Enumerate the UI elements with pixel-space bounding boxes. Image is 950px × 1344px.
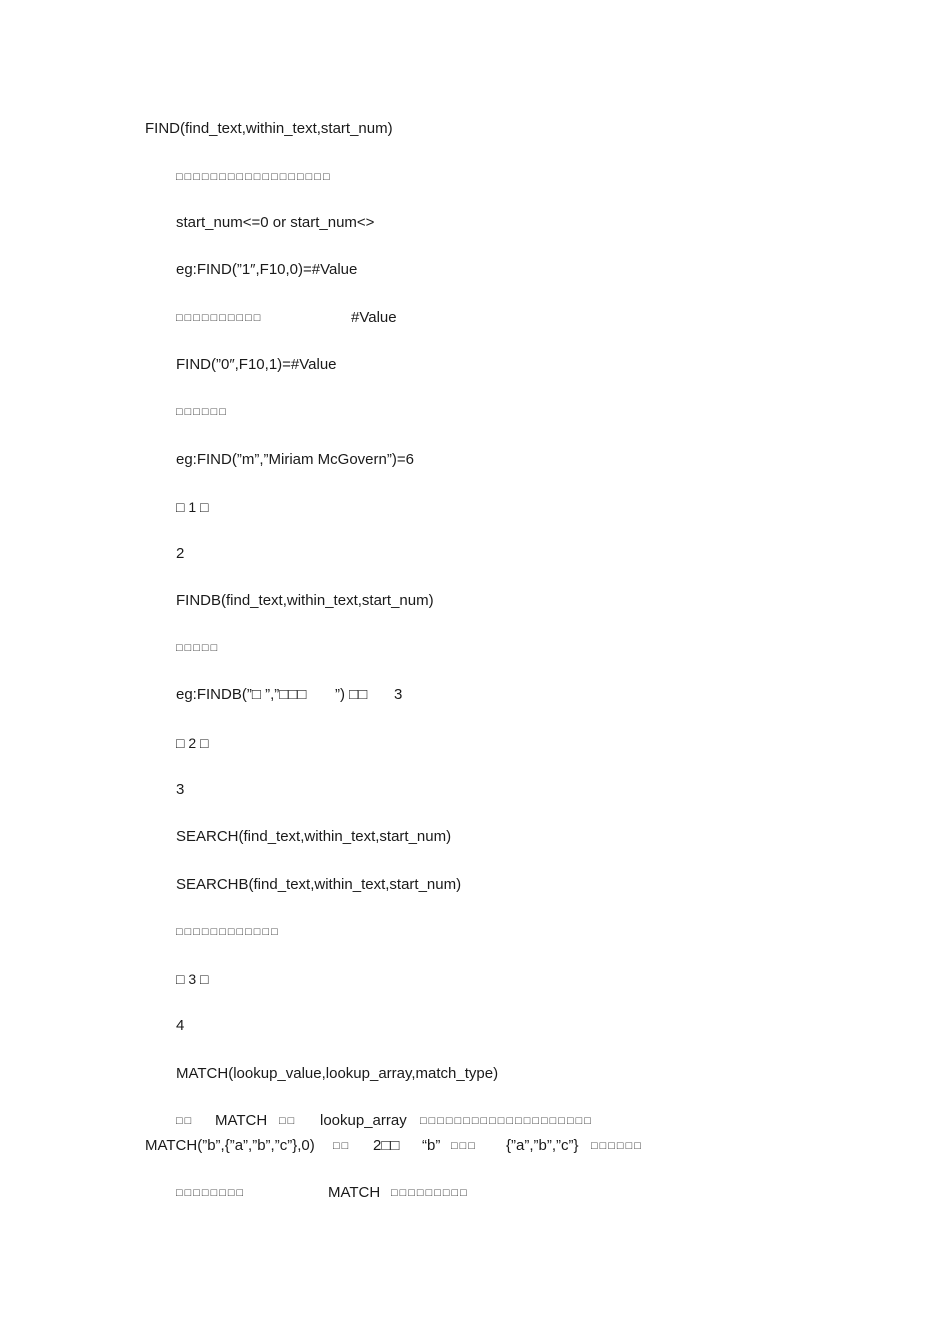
- garbled-text: □□: [176, 1115, 194, 1127]
- example-text: FIND(”0″,F10,1)=#Value: [176, 356, 337, 373]
- garbled-text: □□: [333, 1140, 351, 1152]
- example-text: eg:FINDB(”□ ”,”□□□: [176, 686, 307, 703]
- garbled-text: □□□□□□□□□: [391, 1187, 469, 1199]
- section-number: 4: [176, 1017, 185, 1034]
- garbled-text: □□□□□: [176, 642, 220, 654]
- garbled-text: □□: [279, 1115, 297, 1127]
- function-title-findb: FINDB(find_text,within_text,start_num): [176, 592, 434, 609]
- body-text: MATCH: [328, 1184, 381, 1201]
- section-number: 3: [176, 781, 185, 798]
- body-text: {”a”,”b”,”c”}: [506, 1137, 579, 1154]
- garbled-text: □□□□□□□□□□□□□□□□□□: [176, 171, 332, 183]
- body-text: #Value: [351, 309, 397, 326]
- section-marker: □ 1 □: [176, 499, 209, 515]
- section-marker: □ 3 □: [176, 971, 209, 987]
- function-title-searchb: SEARCHB(find_text,within_text,start_num): [176, 876, 462, 893]
- body-text: 2□□: [373, 1137, 400, 1154]
- function-title-search: SEARCH(find_text,within_text,start_num): [176, 828, 452, 845]
- garbled-text: □□□□□□: [591, 1140, 643, 1152]
- function-title-match: MATCH(lookup_value,lookup_array,match_type): [176, 1065, 499, 1082]
- example-text: ”) □□: [335, 686, 368, 703]
- garbled-text: □□□□□□□□□□: [176, 312, 263, 324]
- garbled-text: □□□: [451, 1140, 477, 1152]
- body-text: MATCH: [215, 1112, 268, 1129]
- garbled-text: □□□□□□□□□□□□: [176, 926, 280, 938]
- body-text: “b”: [422, 1137, 441, 1154]
- body-text: start_num<=0 or start_num<>: [176, 214, 375, 231]
- body-text: lookup_array: [320, 1112, 407, 1129]
- garbled-text: □□□□□□: [176, 406, 228, 418]
- example-text: eg:FIND(”m”,”Miriam McGovern”)=6: [176, 451, 414, 468]
- section-number: 2: [176, 545, 185, 562]
- example-text: eg:FIND(”1″,F10,0)=#Value: [176, 261, 358, 278]
- function-title-find: FIND(find_text,within_text,start_num): [145, 120, 393, 137]
- garbled-text: □□□□□□□□□□□□□□□□□□□□: [420, 1115, 593, 1127]
- garbled-text: □□□□□□□□: [176, 1187, 246, 1199]
- example-text: 3: [394, 686, 403, 703]
- section-marker: □ 2 □: [176, 735, 209, 751]
- example-text: MATCH(”b”,{”a”,”b”,”c”},0): [145, 1137, 315, 1154]
